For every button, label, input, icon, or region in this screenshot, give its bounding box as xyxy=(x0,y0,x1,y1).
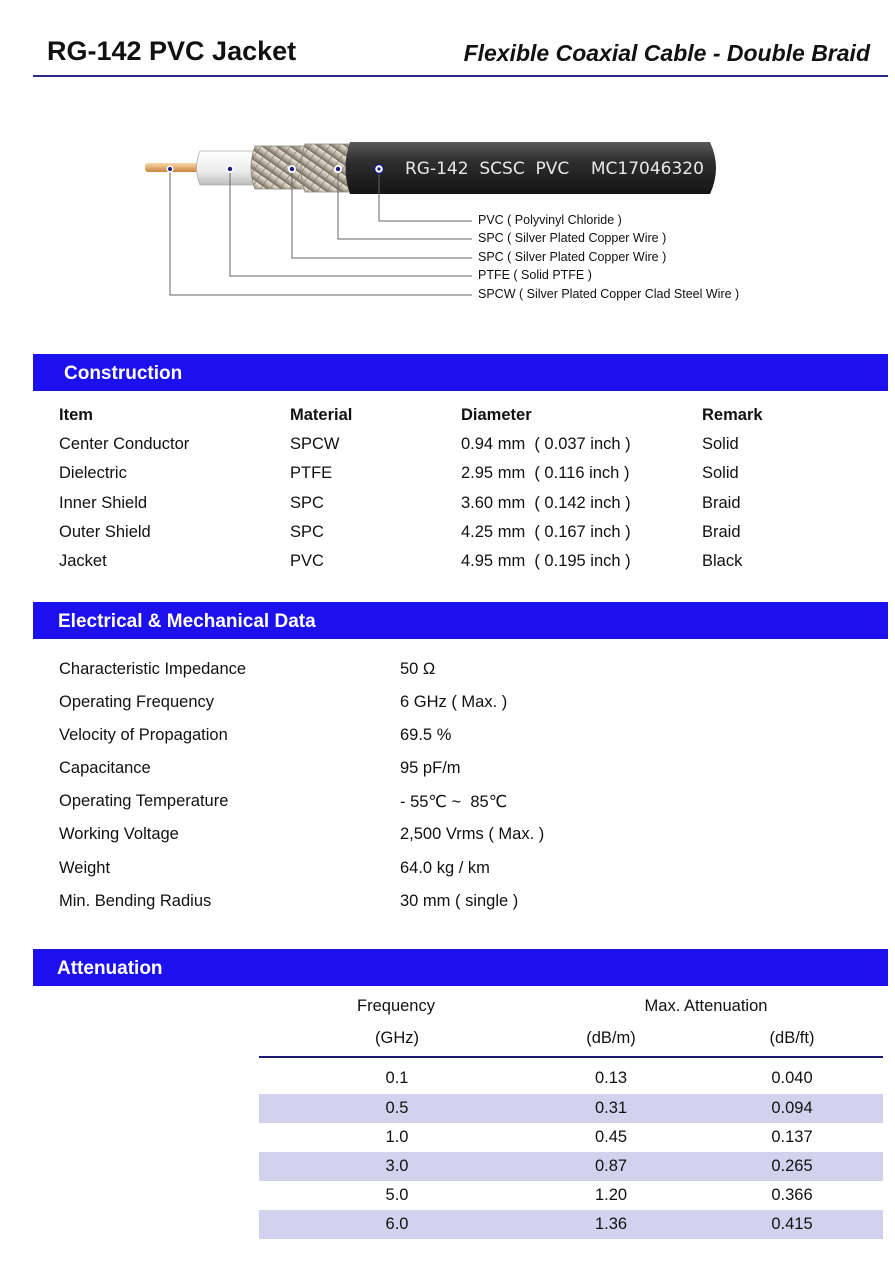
att-unit-dbm: (dB/m) xyxy=(586,1029,636,1047)
spec-row xyxy=(0,825,895,855)
spec-value: 69.5 % xyxy=(400,726,452,744)
cell-db-per-m: 1.36 xyxy=(594,1215,628,1233)
spec-row xyxy=(0,859,895,889)
cell-diameter: 4.95 mm ( 0.195 inch ) xyxy=(461,552,631,570)
cell-remark: Solid xyxy=(702,435,739,453)
col-diameter: Diameter xyxy=(461,406,532,424)
table-row xyxy=(0,494,895,522)
spec-label: Operating Frequency xyxy=(59,693,215,711)
cable-cross-section-diagram xyxy=(0,100,895,330)
spec-row xyxy=(0,660,895,690)
spec-label: Weight xyxy=(59,859,111,877)
callout-jacket: PVC ( Polyvinyl Chloride ) xyxy=(478,213,622,227)
cell-db-per-ft: 0.366 xyxy=(771,1186,813,1204)
cell-diameter: 4.25 mm ( 0.167 inch ) xyxy=(461,523,631,541)
construction-header-row xyxy=(0,406,895,434)
cell-remark: Black xyxy=(702,552,743,570)
callout-dielectric: PTFE ( Solid PTFE ) xyxy=(478,268,592,282)
spec-value: 64.0 kg / km xyxy=(400,859,490,877)
spec-value: 6 GHz ( Max. ) xyxy=(400,693,508,711)
table-row xyxy=(0,464,895,492)
cell-frequency: 3.0 xyxy=(385,1157,409,1175)
cell-material: SPC xyxy=(290,494,324,512)
cell-diameter: 0.94 mm ( 0.037 inch ) xyxy=(461,435,631,453)
cell-diameter: 2.95 mm ( 0.116 inch ) xyxy=(461,464,630,482)
spec-row xyxy=(0,892,895,922)
spec-label: Working Voltage xyxy=(59,825,179,843)
cell-db-per-m: 0.45 xyxy=(594,1128,628,1146)
spec-label: Velocity of Propagation xyxy=(59,726,228,744)
cell-db-per-ft: 0.415 xyxy=(771,1215,813,1233)
table-row xyxy=(0,435,895,463)
cell-db-per-ft: 0.040 xyxy=(771,1069,813,1087)
section-electrical-mechanical: Electrical & Mechanical Data xyxy=(33,602,888,639)
table-row xyxy=(0,552,895,580)
cell-db-per-ft: 0.137 xyxy=(771,1128,813,1146)
cell-material: PVC xyxy=(290,552,324,570)
spec-label: Operating Temperature xyxy=(59,792,229,810)
spec-label: Characteristic Impedance xyxy=(59,660,247,678)
cell-item: Dielectric xyxy=(59,464,127,482)
att-col-frequency: Frequency xyxy=(357,997,435,1015)
cell-item: Outer Shield xyxy=(59,523,151,541)
table-row xyxy=(259,1152,883,1181)
att-unit-ghz: (GHz) xyxy=(375,1029,419,1047)
spec-label: Min. Bending Radius xyxy=(59,892,212,910)
jacket-print: RG-142 SCSC PVC MC17046320 xyxy=(405,159,704,179)
callout-conductor: SPCW ( Silver Plated Copper Clad Steel Wire ) xyxy=(478,287,740,301)
section-attenuation: Attenuation xyxy=(33,949,888,986)
cell-frequency: 0.1 xyxy=(385,1069,409,1087)
cell-frequency: 6.0 xyxy=(385,1215,409,1233)
table-row xyxy=(259,1064,883,1093)
cell-material: SPC xyxy=(290,523,324,541)
spec-row xyxy=(0,792,895,822)
page-title: RG-142 PVC Jacket xyxy=(47,36,297,66)
spec-row xyxy=(0,759,895,789)
section-construction: Construction xyxy=(33,354,888,391)
cell-db-per-m: 0.31 xyxy=(594,1099,628,1117)
cell-db-per-m: 1.20 xyxy=(594,1186,628,1204)
table-row xyxy=(259,1210,883,1239)
att-unit-dbft: (dB/ft) xyxy=(769,1029,815,1047)
col-material: Material xyxy=(290,406,353,424)
cell-diameter: 3.60 mm ( 0.142 inch ) xyxy=(461,494,631,512)
spec-value: 95 pF/m xyxy=(400,759,461,777)
cell-frequency: 0.5 xyxy=(385,1099,409,1117)
page-subtitle: Flexible Coaxial Cable - Double Braid xyxy=(463,40,870,66)
cell-material: SPCW xyxy=(290,435,340,453)
col-remark: Remark xyxy=(702,406,763,424)
spec-row xyxy=(0,693,895,723)
att-header-rule xyxy=(259,1056,883,1058)
cell-frequency: 1.0 xyxy=(385,1128,409,1146)
cell-db-per-m: 0.87 xyxy=(594,1157,628,1175)
cell-remark: Braid xyxy=(702,523,741,541)
cell-item: Inner Shield xyxy=(59,494,148,512)
cell-frequency: 5.0 xyxy=(385,1186,409,1204)
spec-value: 50 Ω xyxy=(400,660,436,678)
table-row xyxy=(259,1094,883,1123)
callout-inner-shield: SPC ( Silver Plated Copper Wire ) xyxy=(478,250,667,264)
att-col-max-attenuation: Max. Attenuation xyxy=(644,997,768,1015)
cell-db-per-ft: 0.265 xyxy=(771,1157,813,1175)
callout-outer-shield: SPC ( Silver Plated Copper Wire ) xyxy=(478,231,667,245)
cell-db-per-m: 0.13 xyxy=(594,1069,628,1087)
spec-row xyxy=(0,726,895,756)
cell-material: PTFE xyxy=(290,464,333,482)
spec-value: - 55℃ ~ 85℃ xyxy=(400,793,508,811)
spec-value: 2,500 Vrms ( Max. ) xyxy=(400,825,545,843)
spec-label: Capacitance xyxy=(59,759,151,777)
table-row xyxy=(259,1123,883,1152)
spec-value: 30 mm ( single ) xyxy=(400,892,519,910)
cell-remark: Solid xyxy=(702,464,739,482)
header-rule xyxy=(33,75,888,77)
cell-item: Jacket xyxy=(59,552,107,570)
table-row xyxy=(259,1181,883,1210)
cell-item: Center Conductor xyxy=(59,435,190,453)
table-row xyxy=(0,523,895,551)
cell-remark: Braid xyxy=(702,494,741,512)
cell-db-per-ft: 0.094 xyxy=(771,1099,813,1117)
col-item: Item xyxy=(59,406,93,424)
